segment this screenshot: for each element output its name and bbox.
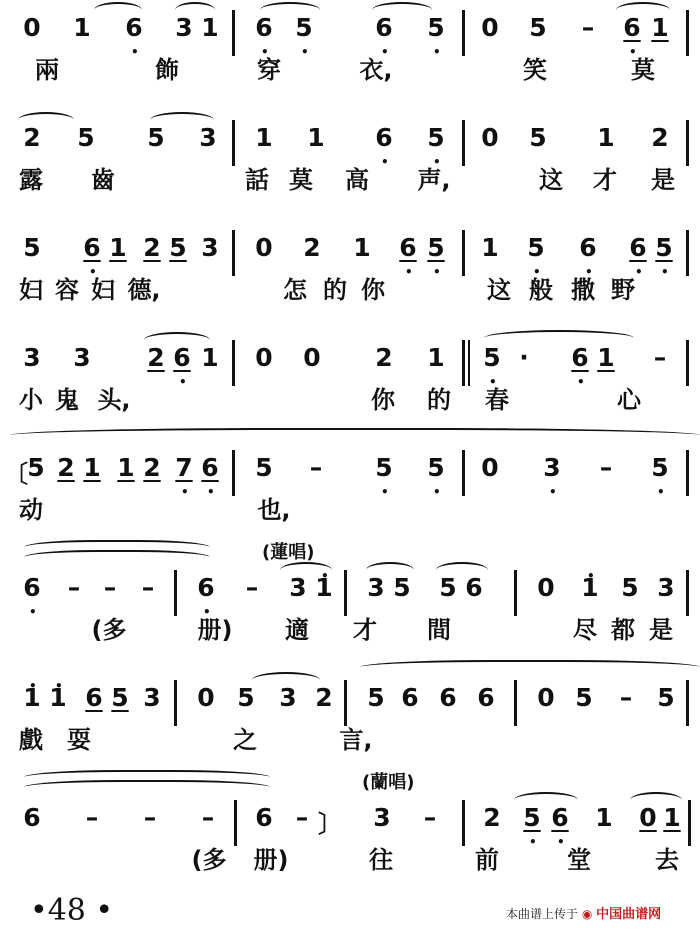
note: 3 (373, 803, 391, 832)
barline (344, 680, 347, 726)
note: • 1 (46, 684, 70, 712)
note: – (581, 13, 595, 42)
note: 3 (199, 123, 217, 152)
lyric: 心 (617, 386, 641, 414)
lyric: 妇 (19, 276, 43, 304)
note: – (423, 803, 437, 832)
note: – (619, 683, 633, 712)
note: 6 • (252, 14, 276, 42)
barline (686, 10, 689, 56)
score-line-3 (0, 220, 700, 330)
lyric: 莫 (631, 56, 655, 84)
barline (174, 680, 177, 726)
note: 2 (303, 233, 321, 262)
note: 1 (109, 233, 127, 262)
note: 5 • (648, 454, 672, 482)
lyric: 的 (427, 386, 451, 414)
note: 3 • (540, 454, 564, 482)
note: 5 (169, 233, 187, 262)
note: 6 • (626, 234, 650, 262)
lyric: 才 (353, 616, 377, 644)
note: 0 (23, 13, 41, 42)
note: – (141, 573, 155, 602)
score-line-6 (0, 542, 700, 670)
note: 5 (255, 453, 273, 482)
note: 6 • (80, 234, 104, 262)
note: 1 (663, 803, 681, 832)
note: 3 (175, 13, 193, 42)
note: 0 (255, 233, 273, 262)
note: 5 (529, 13, 547, 42)
singer-annotation: (蓮唱) (262, 542, 315, 563)
lyric: 言, (339, 726, 373, 754)
barline (344, 570, 347, 616)
note: 6 • (576, 234, 600, 262)
site-logo-icon: ◉ (581, 907, 593, 921)
note: 2 (315, 683, 333, 712)
lyric: 露 (19, 166, 43, 194)
note: 0 (481, 13, 499, 42)
lyric: (多 (191, 846, 227, 874)
note: 6 (439, 683, 457, 712)
note: 2 (57, 453, 75, 482)
note: 5 (621, 573, 639, 602)
note: 1 (427, 343, 445, 372)
note: 1 (651, 13, 669, 42)
note: – (201, 803, 215, 832)
note: – (103, 573, 117, 602)
lyric: 戲 (19, 726, 43, 754)
note: 5 • (424, 124, 448, 152)
note: 5 (529, 123, 547, 152)
note: 6 (401, 683, 419, 712)
note: 3 (289, 573, 307, 602)
page-number-dot-left: • (30, 893, 48, 928)
lyric: 適 (285, 616, 309, 644)
note: 5 (23, 233, 41, 262)
lyric: 笑 (523, 56, 547, 84)
lyric: 穿 (257, 56, 281, 84)
note: 5 • (424, 234, 448, 262)
lyric: 齒 (91, 166, 115, 194)
note: 2 (651, 123, 669, 152)
barline (234, 800, 237, 846)
note: 6 (255, 803, 273, 832)
note: 1 (201, 13, 219, 42)
watermark-text: 本曲谱上传于 (506, 907, 579, 921)
note: 1 (73, 13, 91, 42)
note: 5 (27, 453, 45, 482)
note: · (519, 343, 529, 372)
note: – (85, 803, 99, 832)
note: 5 • (652, 234, 676, 262)
lyric: 册) (197, 616, 233, 644)
note: 5 • (524, 234, 548, 262)
note: 1 (353, 233, 371, 262)
lyric: 話 (245, 166, 269, 194)
note: 1 (595, 803, 613, 832)
lyric: 前 (475, 846, 499, 874)
lyric: 尽 (573, 616, 597, 644)
barline (688, 800, 691, 846)
note: 5 (575, 683, 593, 712)
upload-watermark (506, 903, 661, 922)
note: 7 • (172, 454, 196, 482)
lyric: 容 (55, 276, 79, 304)
note: 1 (597, 123, 615, 152)
note: 5 (77, 123, 95, 152)
note: 6 • (568, 344, 592, 372)
note: 2 (23, 123, 41, 152)
note: – (67, 573, 81, 602)
note: 2 (143, 233, 161, 262)
lyric: 也, (257, 496, 291, 524)
lyric: 声, (417, 166, 451, 194)
note: 1 (117, 453, 135, 482)
note: – (599, 453, 613, 482)
barline (232, 10, 235, 56)
barline (686, 450, 689, 496)
lyric: 动 (19, 496, 43, 524)
score-line-4 (0, 330, 700, 440)
note: 0 (639, 803, 657, 832)
note: 1 (597, 343, 615, 372)
score-line-5 (0, 440, 700, 550)
note: 0 (537, 573, 555, 602)
note: 5 (147, 123, 165, 152)
lyric: 小 (19, 386, 43, 414)
lyric: (多 (91, 616, 127, 644)
lyric: 才 (593, 166, 617, 194)
lyric: 耍 (67, 726, 91, 754)
note: 6 • (396, 234, 420, 262)
note: 0 (537, 683, 555, 712)
note: – (653, 343, 667, 372)
barline (686, 680, 689, 726)
note: – (295, 803, 309, 832)
lyric: 間 (427, 616, 451, 644)
barline (462, 230, 465, 276)
lyric: 衣, (359, 56, 393, 84)
bracket-open: 〔 (4, 460, 28, 488)
lyric: 是 (651, 166, 675, 194)
lyric: 春 (485, 386, 509, 414)
barline (462, 340, 465, 386)
note: 3 (367, 573, 385, 602)
barline (686, 340, 689, 386)
barline (686, 120, 689, 166)
note: 6 (23, 803, 41, 832)
note: 6 • (20, 574, 44, 602)
barline (174, 570, 177, 616)
barline (232, 450, 235, 496)
lyric: 往 (369, 846, 393, 874)
lyric: 莫 (289, 166, 313, 194)
lyric: 堂 (567, 846, 591, 874)
lyric: 撒 (571, 276, 595, 304)
page-number-dot-right: • (85, 893, 114, 928)
note: 2 (143, 453, 161, 482)
lyric: 头, (97, 386, 131, 414)
lyric: 这 (539, 166, 563, 194)
barline (462, 120, 465, 166)
bracket-close: 〕 (318, 810, 342, 838)
barline (232, 340, 235, 386)
note: • 1 (312, 574, 336, 602)
note: 5 (237, 683, 255, 712)
note: 5 • (424, 14, 448, 42)
page-number-text: 48 (47, 893, 86, 928)
note: 1 (481, 233, 499, 262)
barline (462, 800, 465, 846)
note: 2 (483, 803, 501, 832)
note: 6 • (620, 14, 644, 42)
note: 2 (375, 343, 393, 372)
note: • 1 (578, 574, 602, 602)
lyric: 野 (611, 276, 635, 304)
note: 3 (279, 683, 297, 712)
note: 5 (657, 683, 675, 712)
note: 3 (143, 683, 161, 712)
note: 6 • (122, 14, 146, 42)
note: 6 (465, 573, 483, 602)
score-line-2 (0, 110, 700, 220)
note: 5 (439, 573, 457, 602)
barline (462, 450, 465, 496)
lyric: 飾 (155, 56, 179, 84)
note: – (245, 573, 259, 602)
note: 5 (393, 573, 411, 602)
barline (514, 570, 517, 616)
lyric: 你 (371, 386, 395, 414)
note: 5 • (520, 804, 544, 832)
note: 2 (147, 343, 165, 372)
watermark-brand: 中国曲谱网 (596, 907, 662, 922)
score-line-7 (0, 670, 700, 780)
barline (232, 120, 235, 166)
note: • 1 (20, 684, 44, 712)
note: 5 (111, 683, 129, 712)
lyric: 的 (323, 276, 347, 304)
note: – (309, 453, 323, 482)
lyric: 高 (345, 166, 369, 194)
note: 5 • (424, 454, 448, 482)
lyric: 都 (611, 616, 635, 644)
note: 5 • (292, 14, 316, 42)
note: 1 (201, 343, 219, 372)
note: 5 • (372, 454, 396, 482)
note: 3 (201, 233, 219, 262)
lyric: 是 (649, 616, 673, 644)
note: 5 (367, 683, 385, 712)
note: 0 (481, 123, 499, 152)
note: 6 • (372, 124, 396, 152)
score-line-8 (0, 772, 700, 900)
barline (462, 10, 465, 56)
lyric: 兩 (35, 56, 59, 84)
note: 6 • (194, 574, 218, 602)
lyric: 去 (655, 846, 679, 874)
note: 3 (657, 573, 675, 602)
singer-annotation: (蘭唱) (362, 772, 415, 793)
lyric: 妇 (91, 276, 115, 304)
note: 1 (83, 453, 101, 482)
note: 6 • (548, 804, 572, 832)
note: 6 • (170, 344, 194, 372)
note: – (143, 803, 157, 832)
barline (514, 680, 517, 726)
lyric: 之 (233, 726, 257, 754)
lyric: 德, (127, 276, 161, 304)
lyric: 鬼 (55, 386, 79, 414)
note: 6 (477, 683, 495, 712)
page-number (30, 893, 113, 928)
score-line-1 (0, 0, 700, 110)
lyric: 这 (487, 276, 511, 304)
note: 0 (303, 343, 321, 372)
lyric: 般 (529, 276, 553, 304)
note: 1 (307, 123, 325, 152)
note: 0 (197, 683, 215, 712)
lyric: 册) (253, 846, 289, 874)
lyric: 怎 (283, 276, 307, 304)
barline (686, 230, 689, 276)
lyric: 你 (361, 276, 385, 304)
note: 1 (255, 123, 273, 152)
note: 3 (23, 343, 41, 372)
note: 0 (481, 453, 499, 482)
note: 6 • (198, 454, 222, 482)
note: 3 (73, 343, 91, 372)
note: 6 • (372, 14, 396, 42)
note: 5 • (480, 344, 504, 372)
note: 6 (85, 683, 103, 712)
barline (232, 230, 235, 276)
barline (686, 570, 689, 616)
note: 0 (255, 343, 273, 372)
